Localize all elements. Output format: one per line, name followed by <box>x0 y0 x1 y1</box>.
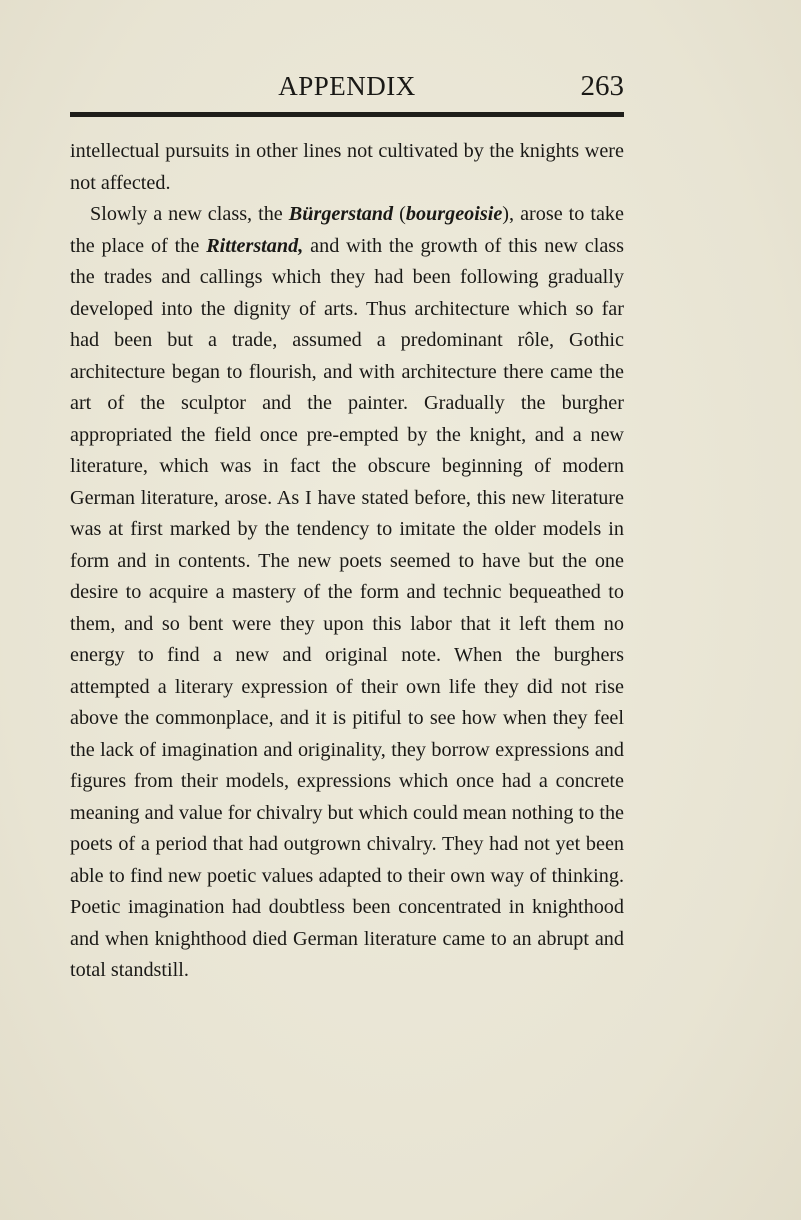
text-run: ( <box>393 203 406 225</box>
text-run: and with the growth of this new class the trades and callings which they had been following gradually developed into the dignity of arts. Thus architecture which so far had been but a trade, assumed a predominant rôle, Gothic architecture began to flourish, and with architecture there came the art of the sculptor and the painter. Gradually the burgher appropriated the field once pre-empted by the knight, and a new literature, which was in fact the obscure beginning of modern German literature, arose. As I have stated before, this new literature was at first marked by the tendency to imitate the older models in form and in contents. The new poets seemed to have but the one desire to acquire a mastery of the form and technic bequeathed to them, and so bent were they upon this labor that it left them no energy to find a new and original note. When the burghers attempted a literary expression of their own life they did not rise above the commonplace, and it is pitiful to see how when they feel the lack of imagination and originality, they borrow expressions and figures from their models, expressions which once had a concrete meaning and value for chivalry but which could mean nothing to the poets of a period that had outgrown chivalry. They had not yet been able to find new poetic values adapted to their own way of thinking. Poetic imagination had doubtless been concentrated in knighthood and when knighthood died German literature came to an abrupt and total standstill. <box>70 234 624 981</box>
italic-term: Bürgerstand <box>288 203 394 225</box>
page-number: 263 <box>580 70 624 102</box>
paragraph-continued: intellectual pursuits in other lines not cultivated by the knights were not affected. <box>70 140 624 194</box>
running-head <box>70 62 624 110</box>
italic-term: bourgeoisie <box>405 203 503 225</box>
paragraph <box>70 199 624 987</box>
text-run: Slowly a new class, the <box>90 203 289 225</box>
body-text <box>70 136 624 987</box>
italic-term: Ritterstand, <box>206 234 304 257</box>
running-title: APPENDIX <box>278 71 416 101</box>
header-rule <box>70 112 624 117</box>
text-run: ), arose to take the place of the <box>70 203 624 257</box>
